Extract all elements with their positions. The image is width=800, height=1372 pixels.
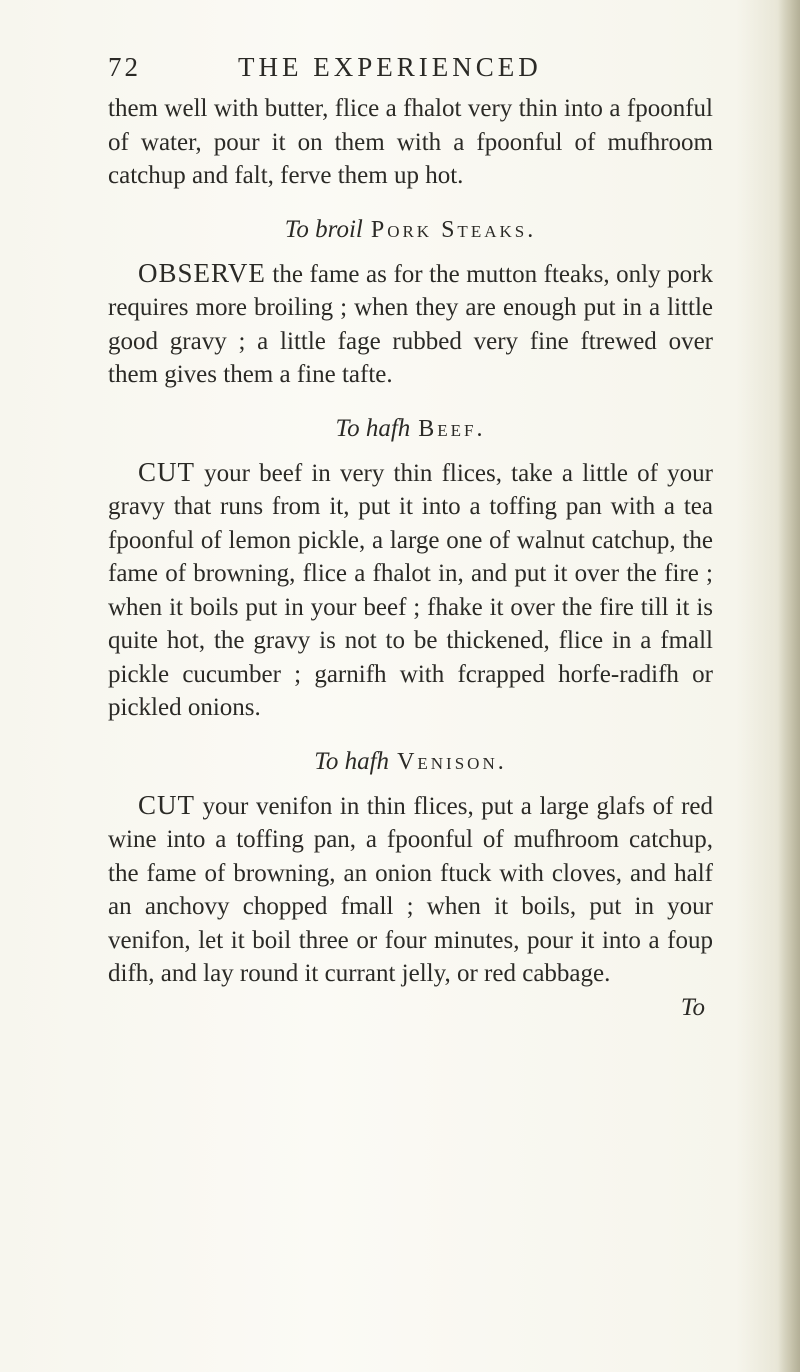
section-heading-pork-steaks <box>108 213 713 247</box>
section-heading-caps: Pork Steaks. <box>370 216 537 243</box>
paragraph-body: the fame as for the mutton fteaks, only pork requires more broiling ; when they are enough put in a little good gravy ; a little fage rubbed very fine ftrewed over them gives them a fine tafte. <box>108 260 713 388</box>
paragraph-body: your beef in very thin flices, take a little of your gravy that runs from it, put it into a toffing pan with a tea fpoonful of lemon pickle, a large one of walnut catchup, the fame of browning, flice a fhalot in, and put it over the fire ; when it boils put in your beef ; fhake it over the fire till it is quite hot, the gravy is not to be thickened, flice in a fmall pickle cucumber ; garnifh with fcrapped horfe-radifh or pickled onions. <box>108 459 713 721</box>
section-paragraph-hash-beef <box>108 456 713 725</box>
paragraph-lead-word: CUT <box>138 456 195 487</box>
page-text-block <box>108 52 713 1024</box>
section-paragraph-hash-venison <box>108 789 713 991</box>
intro-paragraph: them well with butter, flice a fhalot very thin into a fpoonful of water, pour it on them with a fpoonful of mufhroom catchup and falt, ferve them up hot. <box>108 95 713 189</box>
paragraph-lead-word: CUT <box>138 789 195 820</box>
page-edge-shadow <box>778 0 800 1372</box>
section-heading-italic: To hafh <box>335 414 411 442</box>
section-heading-hash-beef <box>108 412 713 446</box>
section-heading-italic: To hafh <box>314 747 390 775</box>
page-number: 72 <box>108 52 141 82</box>
section-paragraph-pork-steaks <box>108 257 713 392</box>
section-heading-italic: To broil <box>284 215 363 243</box>
running-head: THE EXPERIENCED <box>238 52 542 82</box>
paragraph-lead-word: OBSERVE <box>138 257 266 288</box>
paragraph-body: your venifon in thin flices, put a large glafs of red wine into a toffing pan, a fpoonful of mufhroom catchup, the fame of browning, an onion ftuck with cloves, and half an anchovy chopped fmall ; when it boils, put in your venifon, let it boil three or four minutes, pour it into a foup difh, and lay round it currant jelly, or red cabbage. <box>108 792 713 987</box>
section-heading-caps: Beef. <box>418 415 486 442</box>
page-header <box>108 52 713 92</box>
catchword: To <box>680 993 705 1021</box>
section-heading-caps: Venison. <box>397 748 507 775</box>
section-heading-hash-venison <box>108 745 713 779</box>
